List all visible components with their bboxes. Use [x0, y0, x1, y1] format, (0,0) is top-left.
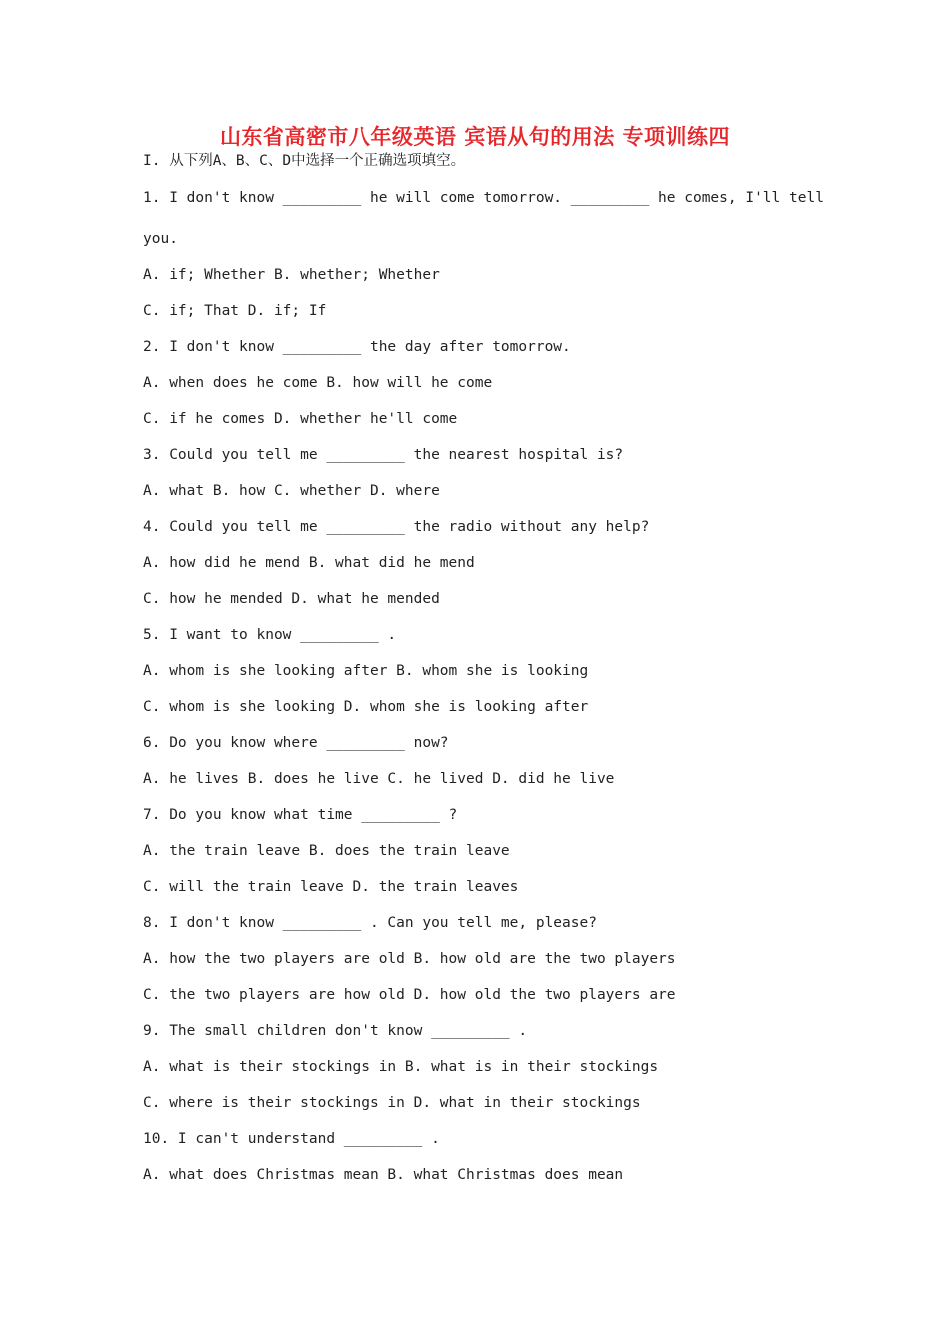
- question-8: 8. I don't know _________ . Can you tell me, please?: [143, 915, 597, 931]
- question-4-options-a-b: A. how did he mend B. what did he mend: [143, 555, 475, 571]
- document-title: 山东省高密市八年级英语 宾语从句的用法 专项训练四: [219, 124, 731, 149]
- question-8-options-a-b: A. how the two players are old B. how old are the two players: [143, 951, 676, 967]
- question-3-options: A. what B. how C. whether D. where: [143, 483, 440, 499]
- question-10: 10. I can't understand _________ .: [143, 1131, 440, 1147]
- question-2-options-a-b: A. when does he come B. how will he come: [143, 375, 493, 391]
- question-4-options-c-d: C. how he mended D. what he mended: [143, 591, 440, 607]
- question-10-options-a-b: A. what does Christmas mean B. what Christmas does mean: [143, 1167, 624, 1183]
- question-4: 4. Could you tell me _________ the radio without any help?: [143, 519, 650, 535]
- question-5-options-a-b: A. whom is she looking after B. whom she is looking: [143, 663, 589, 679]
- question-7-options-c-d: C. will the train leave D. the train leaves: [143, 879, 519, 895]
- question-2: 2. I don't know _________ the day after tomorrow.: [143, 339, 571, 355]
- question-3: 3. Could you tell me _________ the nearest hospital is?: [143, 447, 624, 463]
- question-7: 7. Do you know what time _________ ?: [143, 807, 458, 823]
- question-5-options-c-d: C. whom is she looking D. whom she is looking after: [143, 699, 589, 715]
- question-9-options-c-d: C. where is their stockings in D. what in their stockings: [143, 1095, 641, 1111]
- question-1-line-1: 1. I don't know _________ he will come tomorrow. _________ he comes, I'll tell: [143, 190, 824, 206]
- question-1-options-a-b: A. if; Whether B. whether; Whether: [143, 267, 440, 283]
- question-9-options-a-b: A. what is their stockings in B. what is in their stockings: [143, 1059, 659, 1075]
- question-6-options: A. he lives B. does he live C. he lived D. did he live: [143, 771, 615, 787]
- question-1-options-c-d: C. if; That D. if; If: [143, 303, 327, 319]
- question-6: 6. Do you know where _________ now?: [143, 735, 449, 751]
- section-heading: I. 从下列A、B、C、D中选择一个正确选项填空。: [143, 153, 466, 169]
- question-5: 5. I want to know _________ .: [143, 627, 397, 643]
- question-2-options-c-d: C. if he comes D. whether he'll come: [143, 411, 458, 427]
- question-7-options-a-b: A. the train leave B. does the train leave: [143, 843, 510, 859]
- question-9: 9. The small children don't know _________ .: [143, 1023, 528, 1039]
- question-1-line-2: you.: [143, 231, 178, 247]
- question-8-options-c-d: C. the two players are how old D. how old the two players are: [143, 987, 676, 1003]
